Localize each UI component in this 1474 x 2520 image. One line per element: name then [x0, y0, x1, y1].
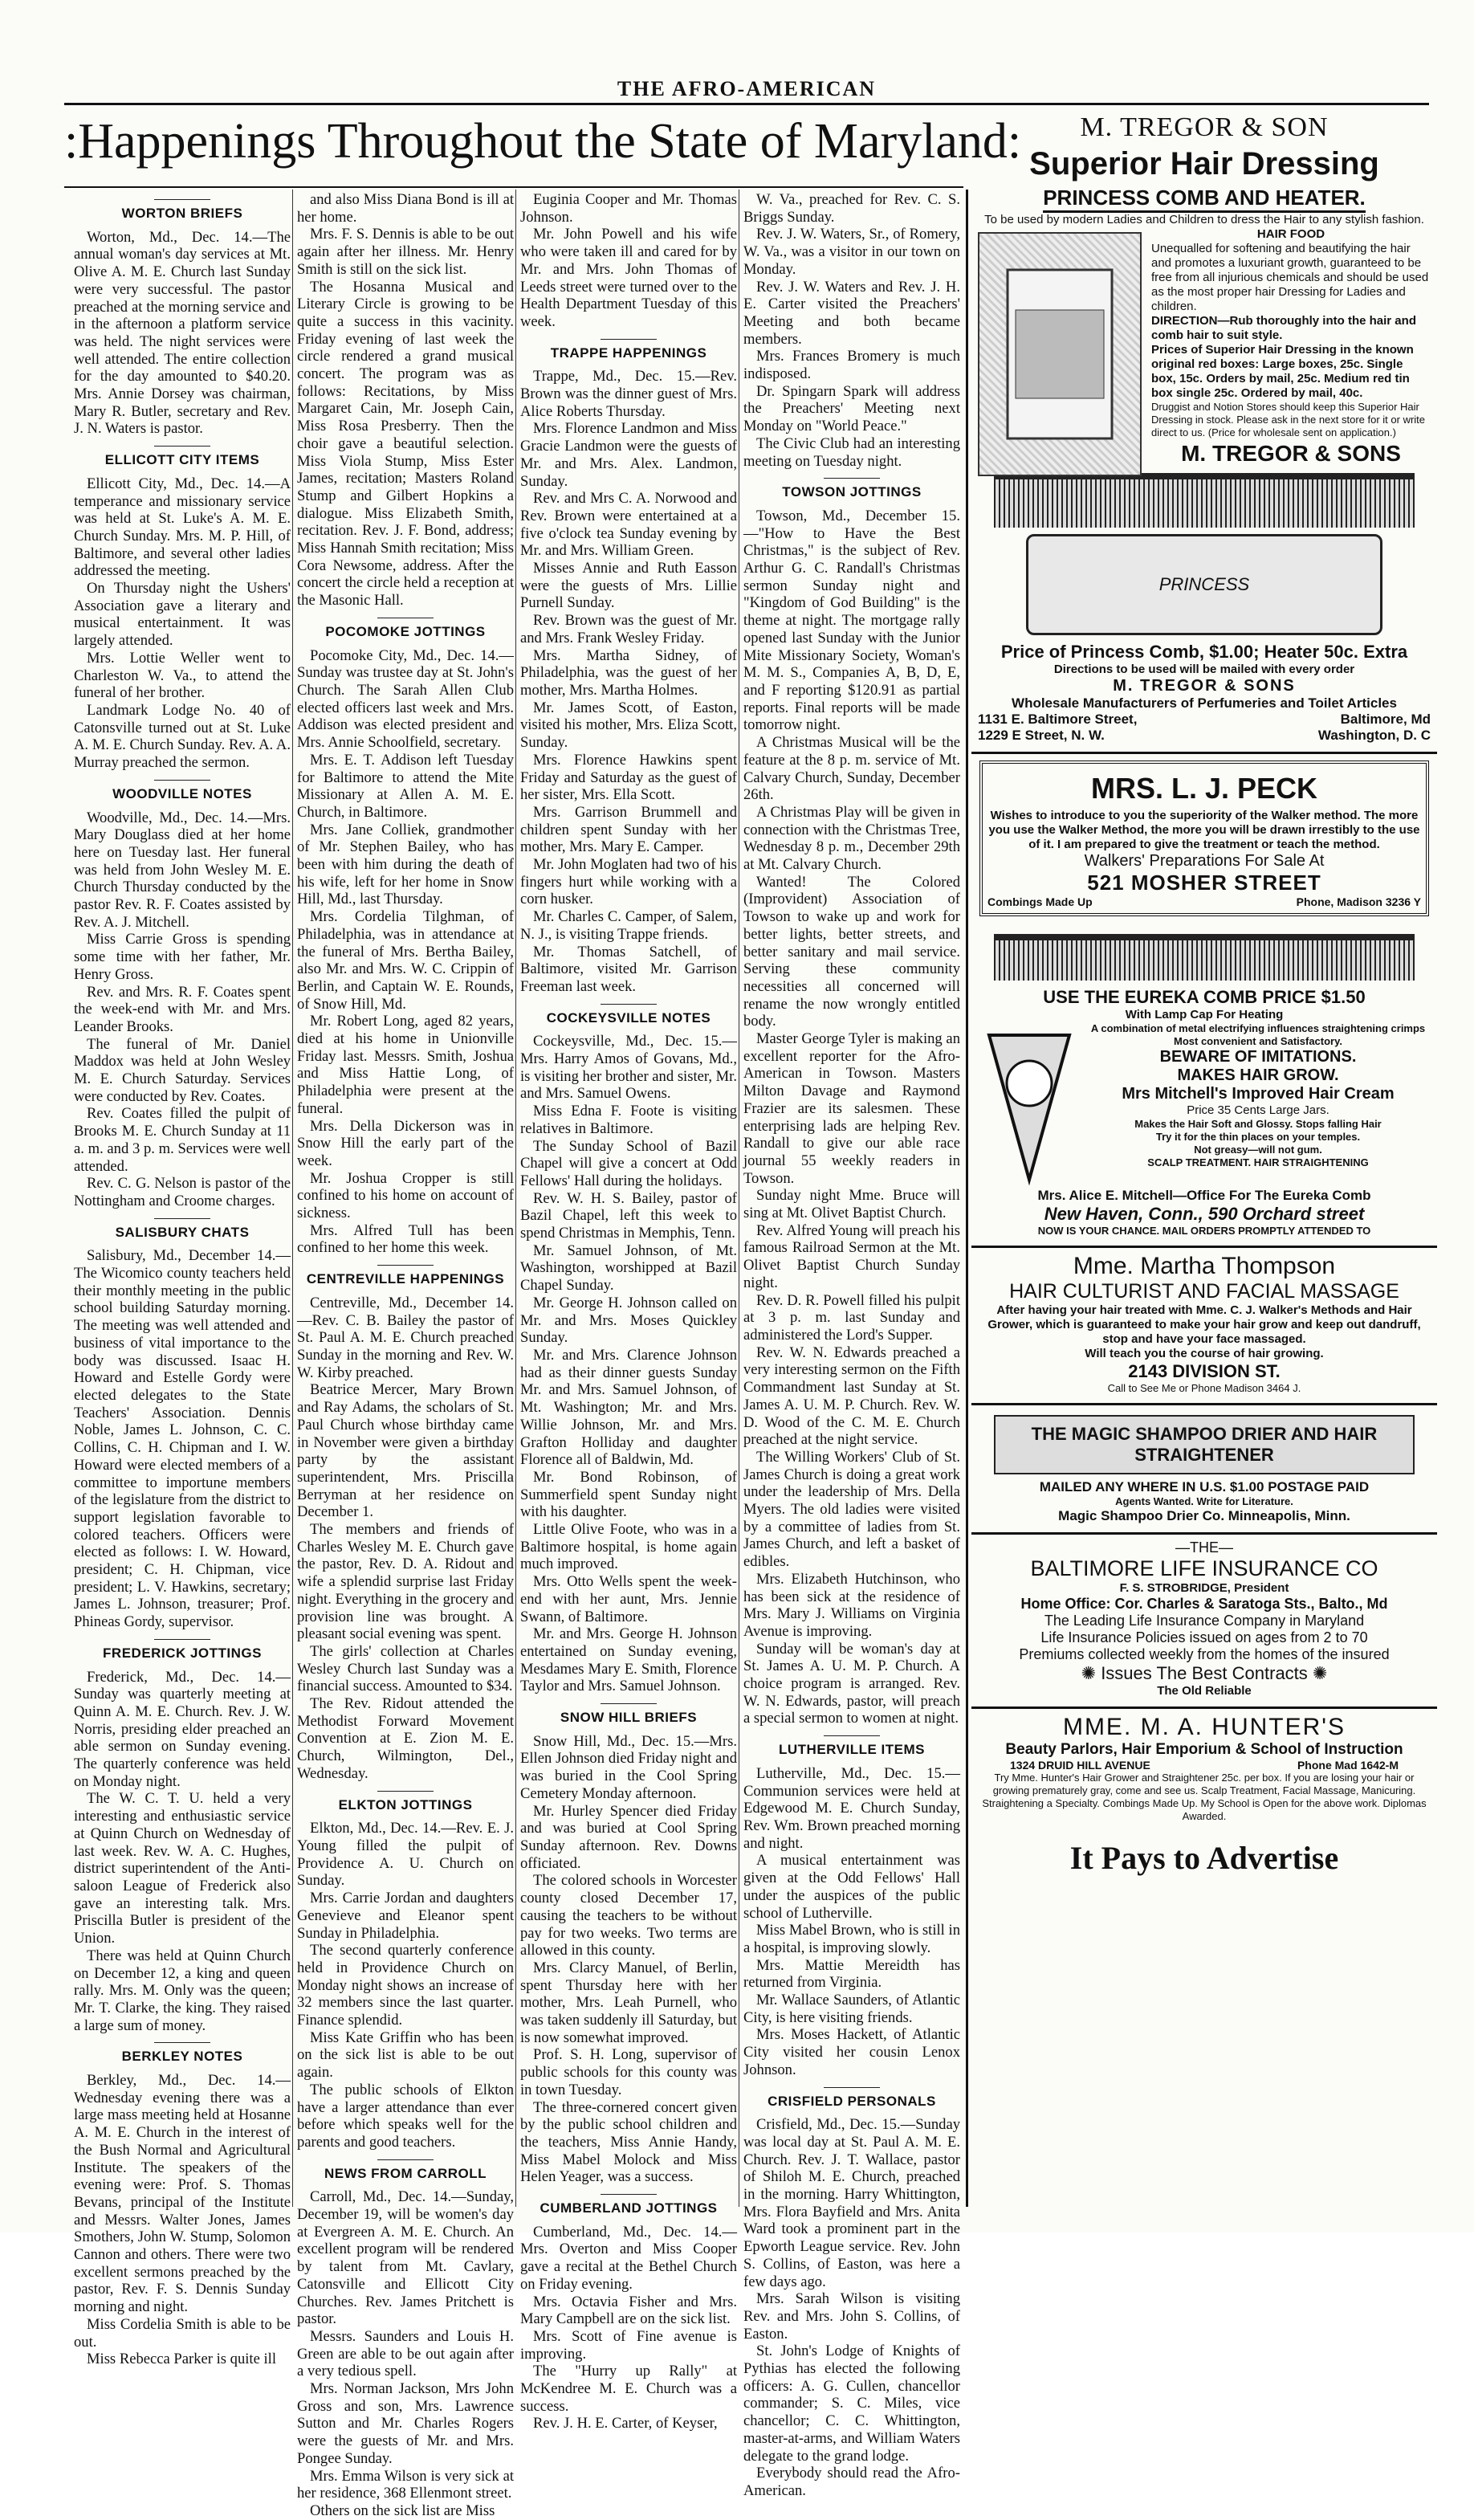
article-paragraph: Lutherville, Md., Dec. 15.—Communion services were held at Edgewood M. E. Church Sunday, Rev. Wm. Brown preached morning and night.: [743, 1764, 960, 1852]
tregor-wholesale: Wholesale Manufacturers of Perfumeries and Toilet Articles: [1012, 695, 1397, 711]
news-section: [520, 339, 737, 996]
article-paragraph: Mrs. Elizabeth Hutchinson, who has been sick at the residence of Mrs. Mary J. Williams on Virginia Avenue is improving.: [743, 1570, 960, 1640]
article-paragraph: Mr. Joshua Cropper is still confined to his home on account of sickness.: [297, 1169, 514, 1222]
hair-food-tin-illustration: [978, 232, 1142, 476]
article-paragraph: Pocomoke City, Md., Dec. 14.—Sunday was trustee day at St. John's Church. The Sarah Allen Club elected officers last week and Mrs. Addison was elected president and Mrs. Annie Schoolfield, secretary.: [297, 646, 514, 752]
article-paragraph: A Christmas Musical will be the feature at the 8 p. m. service of Mt. Calvary Church, Sunday, December 26th.: [743, 734, 960, 804]
article-paragraph: Mrs. Florence Landmon and Miss Gracie Landmon were the guests of Mr. and Mrs. Alex. Landmon, Sunday.: [520, 420, 737, 490]
article-paragraph: The girls' collection at Charles Wesley Church last Sunday was a financial success. Amounted to $34.: [297, 1642, 514, 1695]
article-paragraph: Mrs. Garrison Brummell and children spent Sunday with her mother, Mrs. Mary E. Camper.: [520, 803, 737, 856]
eureka-combo: A combination of metal electrifying influences straightening crimps Most convenient and Satisfactory.: [1090, 1022, 1426, 1047]
article-paragraph: Elkton, Md., Dec. 14.—Rev. E. J. Young filled the pulpit of Providence A. U. Church on Sunday.: [297, 1820, 514, 1890]
news-column-2: [297, 191, 514, 2519]
article-paragraph: Miss Mabel Brown, who is still in a hospital, is improving slowly.: [743, 1922, 960, 1956]
section-title: LUTHERVILLE ITEMS: [743, 1735, 960, 1759]
article-paragraph: Salisbury, Md., December 14.—The Wicomico county teachers held their monthly meeting in the public school building Saturday morning. The meeting was well attended and business of vital importance to the body was discussed. Isaac H. Howard and Estelle Gordy were elected delegates to the State Teachers' Association. Dennis Noble, James L. Johnson, C. C. Collins, C. H. Chipman and I. W. Howard were elected members of a committee to importune members of the legislature from the district to support legislation favorable to colored teachers. Officers were elected as follows: I. W. Howard, president; C. H. Chipman, vice president; L. V. Hawkins, secretary; James L. Johnson, treasurer; Prof. Phineas Gordy, supervisor.: [74, 1247, 291, 1631]
eureka-title: USE THE EUREKA COMB PRICE $1.50: [1043, 987, 1366, 1007]
section-title: TRAPPE HAPPENINGS: [520, 339, 737, 362]
article-paragraph: Frederick, Md., Dec. 14.—Sunday was quarterly meeting at Quinn A. M. E. Church. Rev. J. W. Norris, presiding elder preached an able sermon on Sunday evening. The quarterly conference was held on Monday night.: [74, 1668, 291, 1790]
news-column-4: [743, 191, 960, 2499]
sunburst-icon: ✺: [1081, 1663, 1101, 1683]
article-paragraph: Mrs. Florence Hawkins spent Friday and Saturday as the guest of her sister, Mrs. Ella Scott.: [520, 751, 737, 804]
baltimore-life-ad: [971, 1535, 1437, 1709]
article-paragraph: Rev. J. H. E. Carter, of Keyser,: [533, 2415, 718, 2432]
news-section: [297, 191, 514, 610]
article-paragraph: Mr. Hurley Spencer died Friday and was buried at Cool Spring Sunday afternoon. Rev. Downs officiated.: [520, 1802, 737, 1872]
article-paragraph: Mr. John Moglaten had two of his fingers hurt while working with a corn husker.: [520, 856, 737, 908]
news-section: [520, 2194, 737, 2432]
tregor-mail-note: Directions to be used will be mailed with every order: [1053, 663, 1355, 676]
article-paragraph: The public schools of Elkton have a larger attendance than ever before which speaks well for the parents and good teachers.: [297, 2081, 514, 2151]
article-paragraph: Cockeysville, Md., Dec. 15.—Mrs. Harry Amos of Govans, Md., is visiting her brother and sister, Mr. and Mrs. Samuel Owens.: [520, 1033, 737, 1103]
insurance-reliable: The Old Reliable: [1157, 1684, 1252, 1698]
peck-address: 521 MOSHER STREET: [1087, 871, 1321, 895]
section-title: SALISBURY CHATS: [74, 1218, 291, 1242]
section-title: TOWSON JOTTINGS: [743, 478, 960, 501]
section-title: ELLICOTT CITY ITEMS: [74, 446, 291, 469]
article-paragraph: Mr. Wallace Saunders, of Atlantic City, is here visiting friends.: [743, 1992, 960, 2026]
article-paragraph: Dr. Spingarn Spark will address the Preachers' Meeting next Monday on "World Peace.": [743, 382, 960, 435]
article-paragraph: The "Hurry up Rally" at McKendree M. E. Church was a success.: [520, 2363, 737, 2415]
hunter-address: 1324 DRUID HILL AVENUE: [1010, 1759, 1150, 1772]
news-section: [520, 1004, 737, 1695]
news-section: [520, 1703, 737, 2186]
section-title: SNOW HILL BRIEFS: [520, 1703, 737, 1727]
peck-text: Wishes to introduce to you the superiority of the Walker method. The more you use the Walker Method, the more you will be drawn irrestibly to the use of it. I am prepared to give the treatment or teach the method.: [988, 809, 1420, 851]
section-title: POCOMOKE JOTTINGS: [297, 618, 514, 641]
eureka-lamp: With Lamp Cap For Heating: [1125, 1008, 1284, 1021]
eureka-ad: [971, 923, 1437, 1248]
tin-icon: [1000, 262, 1120, 447]
article-paragraph: Rev. W. N. Edwards preached a very interesting sermon on the Fifth Commandment last Sunday at St. James A. U. M. P. Church. Rev. W. D. Wood of the C. M. E. Church preached at the night service.: [743, 1344, 960, 1449]
news-section: [74, 780, 291, 1210]
magic-agents: Agents Wanted. Write for Literature.: [1115, 1495, 1293, 1507]
article-paragraph: Woodville, Md., Dec. 14.—Mrs. Mary Douglass died at her home here on Tuesday last. Her funeral was held from John Wesley M. E. Church Thursday conducted by the pastor Rev. R. F. Coates assisted by Rev. A. J. Mitchell.: [74, 809, 291, 931]
tregor-city-1: Baltimore, Md: [1340, 712, 1431, 727]
peck-sale: Walkers' Preparations For Sale At: [1084, 852, 1325, 870]
article-paragraph: W. Va., preached for Rev. C. S. Briggs Sunday.: [743, 191, 960, 226]
column-divider: [292, 190, 293, 2207]
column-divider: [515, 190, 516, 2207]
news-section: [74, 446, 291, 772]
section-title: COCKEYSVILLE NOTES: [520, 1004, 737, 1027]
article-paragraph: Crisfield, Md., Dec. 15.—Sunday was local day at St. Paul A. M. E. Church. Rev. J. T. Wallace, pastor of Shiloh M. E. Church, preached in the morning. Harry Whittington, Mrs. Flora Bayfield and Mrs. Anita Ward took a prominent part in the Epworth League service. Rev. John S. Collins, of Easton, was here a few days ago.: [743, 2116, 960, 2290]
article-paragraph: Mrs. Norman Jackson, Mrs John Gross and son, Mrs. Lawrence Sutton and Mr. Charles Rogers were the guests of Mr. and Mrs. Pongee Sunday.: [297, 2380, 514, 2467]
hair-food-title: HAIR FOOD: [1256, 227, 1325, 241]
article-paragraph: Mrs. Frances Bromery is much indisposed.: [743, 348, 960, 383]
article-paragraph: Ellicott City, Md., Dec. 14.—A temperance and missionary service was held at St. Luke's A. M. E. Church Sunday. Mrs. M. P. Hill, of Baltimore, and several other ladies addressed the meeting.: [74, 475, 291, 580]
article-paragraph: Mrs. Moses Hackett, of Atlantic City visited her cousin Lenox Johnson.: [743, 2026, 960, 2078]
eureka-cream: Mrs Mitchell's Improved Hair Cream: [1122, 1085, 1395, 1103]
tregor-address-1: 1131 E. Baltimore Street,: [978, 712, 1138, 727]
insurance-policies: Life Insurance Policies issued on ages from 2 to 70: [1040, 1629, 1368, 1645]
hair-food-direction: DIRECTION—Rub thoroughly into the hair and comb hair to suit style.: [1151, 314, 1416, 342]
article-paragraph: Master George Tyler is making an excellent reporter for the Afro-American in Towson. Masters Milton Davage and Raymond Frazier are its salesmen. These enterprising lads are helping Rev. Randall to give our able race journal 55 weekly readers in Towson.: [743, 1030, 960, 1187]
article-paragraph: Mrs. Emma Wilson is very sick at her residence, 368 Ellenmont street.: [297, 2467, 514, 2502]
article-paragraph: Sunday night Mme. Bruce will sing at Mt. Olivet Baptist Church.: [743, 1187, 960, 1222]
article-paragraph: Euginia Cooper and Mr. Thomas Johnson.: [520, 191, 737, 226]
section-title: ELKTON JOTTINGS: [297, 1791, 514, 1814]
article-paragraph: The Rev. Ridout attended the Methodist Forward Movement Convention at E. Zion M. E. Church, Wilmington, Del., Wednesday.: [297, 1695, 514, 1782]
eureka-soft: Makes the Hair Soft and Glossy. Stops falling Hair: [1134, 1118, 1382, 1130]
thompson-name: Mme. Martha Thompson: [1073, 1253, 1336, 1279]
article-paragraph: The funeral of Mr. Daniel Maddox was held at John Wesley M. E. Church Saturday. Services were conducted by Rev. Coates.: [74, 1035, 291, 1105]
tregor-ad: [971, 104, 1437, 754]
hunter-name: MME. M. A. HUNTER'S: [1062, 1714, 1346, 1740]
hunter-text: Try Mme. Hunter's Hair Grower and Straightener 25c. per box. If you are losing your hair or growing prematurely gray, come and see us. Scalp Treatment, Facial Massage, Manicuring. Straightening a Specialty. Combings Made Up. My School is Open for the above work. Diplomas Awarded.: [982, 1772, 1427, 1822]
article-paragraph: Everybody should read the Afro-American.: [743, 2465, 960, 2499]
news-section: [743, 1735, 960, 2078]
news-section: [297, 1791, 514, 2151]
insurance-name: BALTIMORE LIFE INSURANCE CO: [1030, 1556, 1378, 1580]
article-paragraph: The Hosanna Musical and Literary Circle is growing to be quite a success in this vacinity. Friday evening of last week the circle rendered a grand musical concert. The program was as follows: Recitations, by Miss Margaret Cain, Mr. Joseph Cain, Miss Rosa Presberry. Then the choir gave a beautiful selection. Miss Viola Stump, Miss Ester James, recitation; Masters Roland Stump and Gilbert Hopkins a dialogue. Miss Elizabeth Smith, recitation. Rev. J. F. Bond, address; Miss Hannah Smith recitation; Miss Cora Newsome, address. After the concert the circle held a reception at the Masonic Hall.: [297, 278, 514, 610]
thompson-street: 2143 DIVISION ST.: [1128, 1361, 1281, 1381]
article-paragraph: Mrs. Clarcy Manuel, of Berlin, spent Thursday here with her mother, Mrs. Leah Purnell, who was taken suddenly ill Saturday, but is now somewhat improved.: [520, 1959, 737, 2046]
news-section: [74, 1218, 291, 1631]
article-paragraph: Rev. J. W. Waters and Rev. J. H. E. Carter visited the Preachers' Meeting and both became members.: [743, 278, 960, 348]
article-paragraph: A musical entertainment was given at the Odd Fellows' Hall under the auspices of the public school of Lutherville.: [743, 1852, 960, 1922]
article-paragraph: Trappe, Md., Dec. 15.—Rev. Brown was the dinner guest of Mrs. Alice Roberts Thursday.: [520, 368, 737, 420]
eureka-place: New Haven, Conn., 590 Orchard street: [1044, 1204, 1365, 1224]
article-paragraph: Mrs. Della Dickerson was in Snow Hill the early part of the week.: [297, 1117, 514, 1169]
article-paragraph: Mrs. Cordelia Tilghman, of Philadelphia, was in attendance at the funeral of Mrs. Bertha Bailey, also Mr. and Mrs. W. C. Crippin of Berlin, and Captain W. E. Rounds, of Snow Hill, Md.: [297, 908, 514, 1013]
hunter-phone: Phone Mad 1642-M: [1297, 1759, 1399, 1772]
masthead: THE AFRO-AMERICAN: [617, 77, 877, 100]
advertisements-column: [971, 104, 1437, 2208]
article-paragraph: Miss Cordelia Smith is able to be out.: [74, 2315, 291, 2351]
article-paragraph: Landmark Lodge No. 40 of Catonsville turned out at St. Luke A. M. E. Church Sunday. Rev. A. A. Murray preached the sermon.: [74, 701, 291, 772]
insurance-office: Home Office: Cor. Charles & Saratoga Sts., Balto., Md: [1020, 1596, 1388, 1612]
thompson-text: After having your hair treated with Mme. C. J. Walker's Methods and Hair Grower, which is guaranteed to make your hair grow and keep out dandruff, stop and have your face massaged.: [987, 1303, 1421, 1346]
article-paragraph: Mr. Thomas Satchell, of Baltimore, visited Mr. Garrison Freeman last week.: [520, 943, 737, 995]
eureka-office: Mrs. Alice E. Mitchell—Office For The Eureka Comb: [1037, 1188, 1371, 1203]
magic-shampoo-ad: [971, 1405, 1437, 1535]
news-section: [74, 1639, 291, 2034]
eureka-comb-logo-icon: [981, 1027, 1077, 1188]
sunburst-icon: ✺: [1307, 1663, 1328, 1683]
article-paragraph: Rev. Coates filled the pulpit of Brooks M. E. Church Sunday at 11 a. m. and 3 p. m. Services were well attended.: [74, 1105, 291, 1175]
section-title: WOODVILLE NOTES: [74, 780, 291, 803]
article-paragraph: Misses Annie and Ruth Easson were the guests of Mrs. Lillie Purnell Sunday.: [520, 560, 737, 612]
article-paragraph: Mr. John Powell and his wife who were taken ill and cared for by Mr. and Mrs. John Thomas of Leeds street were turned over to the Health Department Tuesday of this week.: [520, 226, 737, 330]
news-column-3: [520, 191, 737, 2432]
thompson-ad: [971, 1248, 1437, 1405]
eureka-price: Price 35 Cents Large Jars.: [1187, 1103, 1329, 1117]
article-paragraph: Mr. and Mrs. George H. Johnson entertained on Sunday evening, Mesdames Mary E. Smith, Florence Taylor and Mrs. Samuel Johnson.: [520, 1625, 737, 1695]
article-paragraph: Mr. and Mrs. Clarence Johnson had as their dinner guests Sunday Mr. and Mrs. Samuel Johnson, of Mt. Washington; Mr. and Mrs. Willie Johnson, Mr. and Mrs. Grafton Holliday and daughter Florence all of Baldwin, Md.: [520, 1347, 737, 1469]
article-paragraph: Others on the sick list are Miss: [310, 2502, 495, 2519]
article-paragraph: Wanted! The Colored (Improvident) Association of Towson to wake up and work for better lights, better streets, and better sanitary and mail service. Serving these community necessities all concerned will rename the now wrongly entitled body.: [743, 873, 960, 1030]
article-paragraph: The W. C. T. U. held a very interesting and enthusiastic service at Quinn Church on Wednesday of last week. Rev. W. A. C. Hughes, district superintendent of the Anti-saloon League of Frederick also gave an interesting talk. Mrs. Priscilla Butler is president of the Union.: [74, 1790, 291, 1947]
article-paragraph: Mr. George H. Johnson called on Mr. and Mrs. Moses Quickley Sunday.: [520, 1294, 737, 1347]
article-paragraph: Rev. D. R. Powell filled his pulpit at 3 p. m. last Sunday and administered the Lord's Supper.: [743, 1291, 960, 1344]
article-paragraph: Rev. and Mrs. R. F. Coates spent the week-end with Mr. and Mrs. Leander Brooks.: [74, 983, 291, 1035]
article-paragraph: The members and friends of Charles Wesley M. E. Church gave the pastor, Rev. D. A. Ridout and wife a splendid surprise last Friday night. Everything in the grocery and provision line was brought. A pleasant social evening was spent.: [297, 1521, 514, 1643]
tregor-subtitle: PRINCESS COMB AND HEATER.: [1043, 186, 1366, 213]
article-paragraph: The colored schools in Worcester county closed December 17, causing the teachers to be without pay for two weeks. Two terms are allowed in this county.: [520, 1872, 737, 1959]
article-paragraph: The second quarterly conference held in Providence Church on Monday night shows an increase of 32 members since the last quarter. Finance splendid.: [297, 1942, 514, 2029]
article-paragraph: Carroll, Md., Dec. 14.—Sunday, December 19, will be women's day at Evergreen A. M. E. Church. An excellent program will be rendered by talent from Mt. Cavlary, Catonsville and Ellicott City Churches. Rev. James Pritchett is pastor.: [297, 2188, 514, 2328]
magic-mailed: MAILED ANY WHERE IN U.S. $1.00 POSTAGE PAID: [1039, 1479, 1370, 1494]
princess-heater-illustration: PRINCESS: [1026, 534, 1382, 635]
section-title: BERKLEY NOTES: [74, 2042, 291, 2065]
section-title: CENTREVILLE HAPPENINGS: [297, 1265, 514, 1288]
thompson-course: Will teach you the course of hair growing.: [1085, 1347, 1324, 1360]
article-paragraph: Sunday will be woman's day at St. James A. U. M. P. Church. A choice program is arranged. Rev. W. N. Edwards, pastor, will preach a special sermon to women at night.: [743, 1640, 960, 1727]
tregor-city-2: Washington, D. C: [1317, 728, 1431, 743]
news-section: [297, 2159, 514, 2520]
article-paragraph: St. John's Lodge of Knights of Pythias has elected the following officers: A. G. Cullen, chancellor commander; S. C. Miles, vice chancellor; C. C. Whittington, master-at-arms, and William Waters delegate to the grand lodge.: [743, 2343, 960, 2465]
article-paragraph: Mr. Charles C. Camper, of Salem, N. J., is visiting Trappe friends.: [520, 908, 737, 943]
article-paragraph: Towson, Md., December 15.—"How to Have the Best Christmas," is the subject of Rev. Arthur G. C. Randall's Christmas sermon Sunday night and "Kingdom of God Building" is the theme at night. The mortgage rally opened last Sunday with the Junior Mite Missionary Society, Woman's M. M. S., Companies A, B, D, E, and F reporting $120.91 as partial reports. Final reports will be made tomorrow night.: [743, 507, 960, 734]
article-paragraph: Rev. W. H. S. Bailey, pastor of Bazil Chapel, left this week to spend Christmas in Memphis, Tenn.: [520, 1189, 737, 1242]
insurance-contracts: Issues The Best Contracts: [1101, 1663, 1308, 1683]
article-paragraph: Messrs. Saunders and Louis H. Green are able to be out again after a very tedious spell.: [297, 2327, 514, 2380]
article-paragraph: Worton, Md., Dec. 14.—The annual woman's day services at Mt. Olive A. M. E. Church last Sunday were very successful. The pastor preached at the morning service and in the afternoon a platform service was held. The night services were well attended. The entire collection for the day amounted to $40.20. Mrs. Annie Dorsey was chairman, Mary R. Butler, secretary and Rev. J. N. Waters is pastor.: [74, 228, 291, 438]
article-paragraph: Mr. Bond Robinson, of Summerfield spent Sunday night with his daughter.: [520, 1468, 737, 1521]
article-paragraph: Berkley, Md., Dec. 14.—Wednesday evening there was a large mass meeting held at Hosanne A. M. E. Church in the interest of the Bush Normal and Agricultural Institute. The speakers of the evening were: Prof. S. Thomas Bevans, principal of the Institute and Messrs. Walter Jones, James Smothers, John W. Stump, Solomon Cannon and others. There were two excellent sermons preached by the pastor, Rev. F. S. Dennis Sunday morning and night.: [74, 2072, 291, 2316]
article-paragraph: Mrs. Jane Colliek, grandmother of Mr. Stephen Bailey, who has been with him during the death of his wife, left for her home in Snow Hill, Md., last Thursday.: [297, 821, 514, 908]
tregor-price-line: Price of Princess Comb, $1.00; Heater 50c. Extra: [1000, 642, 1408, 662]
tregor-intro: To be used by modern Ladies and Children to dress the Hair to any stylish fashion.: [984, 213, 1424, 226]
article-paragraph: Mrs. Otto Wells spent the week-end with her aunt, Mrs. Jennie Swann, of Baltimore.: [520, 1573, 737, 1625]
article-paragraph: The Civic Club had an interesting meeting on Tuesday night.: [743, 434, 960, 470]
article-paragraph: Miss Rebecca Parker is quite ill: [87, 2351, 276, 2368]
news-column-1: [74, 191, 291, 2368]
section-title: CUMBERLAND JOTTINGS: [520, 2194, 737, 2217]
eureka-comb-illustration: [994, 934, 1415, 981]
section-title: NEWS FROM CARROLL: [297, 2159, 514, 2183]
article-paragraph: Snow Hill, Md., Dec. 15.—Mrs. Ellen Johnson died Friday night and was buried in the Cool Spring Cemetery Monday afternoon.: [520, 1732, 737, 1802]
article-paragraph: Mrs. Mattie Mereidth has returned from Virginia.: [743, 1956, 960, 1992]
eureka-greasy: Not greasy—will not gum.: [1194, 1144, 1322, 1156]
hair-food-prices: Prices of Superior Hair Dressing in the known original red boxes: Large boxes, 25c. Single box, 15c. Orders by mail, 25c. Medium red tin box single 25c. Ordered by mail, 40c.: [1151, 343, 1414, 400]
tregor-title: Superior Hair Dressing: [1029, 146, 1379, 181]
tregor-sons-2: M. TREGOR & SONS: [1113, 677, 1296, 695]
article-paragraph: and also Miss Diana Bond is ill at her home.: [297, 191, 514, 226]
peck-phone: Phone, Madison 3236 Y: [1296, 895, 1421, 908]
peck-combings: Combings Made Up: [987, 895, 1093, 908]
hair-food-dealers: Druggist and Notion Stores should keep this Superior Hair Dressing in stock. Please ask in the next store for it or write direct to us. (Price for wholesale sent on application.): [1151, 401, 1426, 438]
article-paragraph: Mrs. Sarah Wilson is visiting Rev. and Mrs. John S. Collins, of Easton.: [743, 2290, 960, 2343]
news-section: [520, 191, 737, 331]
article-paragraph: The Sunday School of Bazil Chapel will give a concert at Odd Fellows' Hall during the holidays.: [520, 1137, 737, 1189]
article-paragraph: Mrs. Alfred Tull has been confined to her home this week.: [297, 1221, 514, 1257]
article-paragraph: Centreville, Md., December 14.—Rev. C. B. Bailey the pastor of St. Paul A. M. E. Church preached Sunday in the morning and Rev. W. W. Kirby preached.: [297, 1294, 514, 1381]
article-paragraph: Mrs. Scott of Fine avenue is improving.: [520, 2327, 737, 2363]
section-title: WORTON BRIEFS: [74, 199, 291, 222]
article-paragraph: Mrs. Lottie Weller went to Charleston W. Va., to attend the funeral of her brother.: [74, 649, 291, 702]
article-paragraph: Mr. Robert Long, aged 82 years, died at his home in Unionville Friday last. Messrs. Smith, Joshua and Miss Hattie Long, of Philadelphia were present at the funeral.: [297, 1013, 514, 1117]
article-paragraph: Mr. Samuel Johnson, of Mt. Washington, worshipped at Bazil Chapel Sunday.: [520, 1242, 737, 1295]
article-paragraph: Prof. S. H. Long, supervisor of public schools for this county was in town Tuesday.: [520, 2046, 737, 2098]
page-headline: :Happenings Throughout the State of Maryland:: [64, 114, 1022, 169]
headline-rule: [64, 186, 963, 188]
ads-divider: [966, 190, 968, 2207]
article-paragraph: Miss Carrie Gross is spending some time with her father, Mr. Henry Gross.: [74, 931, 291, 983]
article-paragraph: Little Olive Foote, who was in a Baltimore hospital, is home again much improved.: [520, 1521, 737, 1573]
princess-comb-illustration: [994, 473, 1415, 528]
article-paragraph: The Willing Workers' Club of St. James Church is doing a great work under the leadership of Mrs. Della Myers. The old ladies were visited by a committee of ladies from St. James Church, and left a basket of edibles.: [743, 1448, 960, 1571]
peck-name: MRS. L. J. PECK: [1090, 772, 1318, 805]
section-title: FREDERICK JOTTINGS: [74, 1639, 291, 1662]
article-paragraph: The three-cornered concert given by the public school children and the teachers, Miss Annie Handy, Miss Mabel Molock and Miss Helen Yeager, was a success.: [520, 2098, 737, 2186]
insurance-the: —THE—: [1175, 1539, 1233, 1556]
tregor-name: M. TREGOR & SON: [1080, 112, 1329, 142]
eureka-beware: BEWARE OF IMITATIONS.: [1159, 1048, 1357, 1066]
insurance-leading: The Leading Life Insurance Company in Maryland: [1044, 1613, 1365, 1629]
thompson-phone: Call to See Me or Phone Madison 3464 J.: [1107, 1382, 1301, 1394]
insurance-premiums: Premiums collected weekly from the homes of the insured: [1019, 1646, 1390, 1662]
eureka-try: Try it for the thin places on your temples.: [1155, 1131, 1361, 1143]
peck-ad: [979, 760, 1429, 916]
article-paragraph: Beatrice Mercer, Mary Brown and Ray Adams, the scholars of St. Paul Church whose birthday came in November were given a birthday party by the assistant superintendent, Mrs. Priscilla Berryman at her residence on December 1.: [297, 1381, 514, 1521]
article-paragraph: On Thursday night the Ushers' Association gave a literary and musical entertainment. It was largely attended.: [74, 580, 291, 650]
magic-drier-illustration: THE MAGIC SHAMPOO DRIER AND HAIR STRAIGHTENER: [994, 1415, 1415, 1474]
article-paragraph: Rev. J. W. Waters, Sr., of Romery, W. Va., was a visitor in our town on Monday.: [743, 226, 960, 278]
news-section: [743, 2087, 960, 2500]
article-paragraph: Mr. James Scott, of Easton, visited his mother, Mrs. Eliza Scott, Sunday.: [520, 699, 737, 752]
article-paragraph: There was held at Quinn Church on December 12, a king and queen rally. Mrs. M. Only was the queen; Mr. T. Clarke, the king. They raised a large sum of money.: [74, 1947, 291, 2034]
news-section: [743, 478, 960, 1727]
news-section: [74, 199, 291, 438]
tregor-sons: M. TREGOR & SONS: [1181, 441, 1401, 466]
article-paragraph: Mrs. Carrie Jordan and daughters Genevieve and Eleanor spent Sunday in Philadelphia.: [297, 1890, 514, 1942]
eureka-grow: MAKES HAIR GROW.: [1177, 1066, 1339, 1084]
news-section: [743, 191, 960, 470]
insurance-president: F. S. STROBRIDGE, President: [1119, 1581, 1289, 1595]
article-paragraph: Mrs. Martha Sidney, of Philadelphia, was the guest of her mother, Mrs. Martha Holmes.: [520, 646, 737, 699]
pays-to-advertise: It Pays to Advertise: [1069, 1840, 1339, 1876]
hunter-ad: [971, 1709, 1437, 1885]
article-paragraph: Cumberland, Md., Dec. 14.—Mrs. Overton and Miss Cooper gave a recital at the Bethel Church on Friday evening.: [520, 2223, 737, 2293]
news-section: [74, 2042, 291, 2368]
article-paragraph: Miss Kate Griffin who has been on the sick list is able to be out again.: [297, 2029, 514, 2082]
article-paragraph: Mrs. Octavia Fisher and Mrs. Mary Campbell are on the sick list.: [520, 2293, 737, 2328]
news-section: [297, 618, 514, 1257]
section-title: CRISFIELD PERSONALS: [743, 2087, 960, 2110]
hunter-title: Beauty Parlors, Hair Emporium & School of Instruction: [1005, 1741, 1403, 1758]
article-paragraph: Rev. Alfred Young will preach his famous Railroad Sermon at the Mt. Olivet Baptist Church Sunday night.: [743, 1221, 960, 1291]
article-paragraph: Mrs. F. S. Dennis is able to be out again after her illness. Mr. Henry Smith is still on the sick list.: [297, 226, 514, 278]
article-paragraph: Mrs. E. T. Addison left Tuesday for Baltimore to attend the Mite Missionary at Allen A. M. E. Church, in Baltimore.: [297, 751, 514, 821]
tregor-address-2: 1229 E Street, N. W.: [978, 728, 1105, 743]
eureka-scalp: SCALP TREATMENT. HAIR STRAIGHTENING: [1147, 1156, 1369, 1168]
eureka-chance: NOW IS YOUR CHANCE. MAIL ORDERS PROMPTLY ATTENDED TO: [1037, 1225, 1371, 1237]
news-section: [297, 1265, 514, 1782]
article-paragraph: Miss Edna F. Foote is visiting relatives in Baltimore.: [520, 1103, 737, 1137]
article-paragraph: Rev. C. G. Nelson is pastor of the Nottingham and Croome charges.: [74, 1175, 291, 1209]
article-paragraph: A Christmas Play will be given in connection with the Christmas Tree, Wednesday 8 p. m., December 29th at Mt. Calvary Church.: [743, 803, 960, 874]
hair-food-text: Unequalled for softening and beautifying the hair and promotes a luxuriant growth, guaranteed to be free from all injurious chemicals and should be used as the most proper hair Dressing for Ladies and children.: [1151, 242, 1429, 313]
article-paragraph: Rev. and Mrs C. A. Norwood and Rev. Brown were entertained at a five o'clock tea Sunday evening by Mr. and Mrs. William Green.: [520, 490, 737, 560]
article-paragraph: Rev. Brown was the guest of Mr. and Mrs. Frank Wesley Friday.: [520, 612, 737, 646]
thompson-title: HAIR CULTURIST AND FACIAL MASSAGE: [1009, 1280, 1399, 1303]
magic-company: Magic Shampoo Drier Co. Minneapolis, Minn.: [1058, 1508, 1350, 1523]
